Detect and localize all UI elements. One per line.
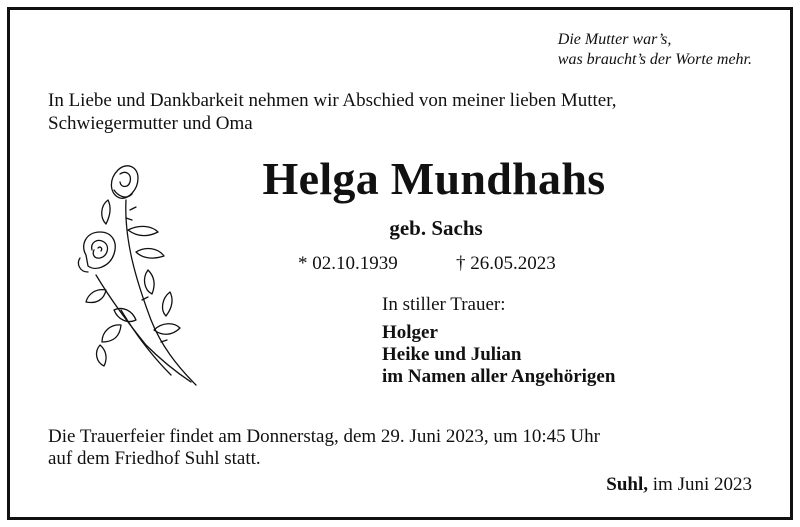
death-date: † 26.05.2023 (456, 253, 556, 274)
mourner-name: Holger (382, 322, 438, 343)
funeral-line-2: auf dem Friedhof Suhl statt. (48, 448, 261, 469)
funeral-line-1: Die Trauerfeier findet am Donnerstag, dem 29. Juni 2023, um 10:45 Uhr (48, 426, 600, 447)
motto (558, 30, 752, 70)
mourner-name: im Namen aller Angehörigen (382, 366, 616, 387)
funeral-info (48, 426, 600, 470)
intro-line-1: In Liebe und Dankbarkeit nehmen wir Abschied von meiner lieben Mutter, (48, 90, 617, 111)
mourning-heading: In stiller Trauer: (382, 294, 506, 315)
place-date (606, 474, 752, 496)
birth-date: * 02.10.1939 (298, 253, 398, 274)
maiden-name: geb. Sachs (389, 216, 483, 240)
mourner-name: Heike und Julian (382, 344, 522, 365)
intro-text (48, 89, 617, 135)
intro-line-2: Schwiegermutter und Oma (48, 113, 253, 134)
motto-line-1: Die Mutter war’s, (557, 31, 672, 48)
mourners-list (382, 322, 615, 388)
deceased-name: Helga Mundhahs (262, 153, 606, 204)
place-name: Suhl, (606, 474, 649, 495)
signoff-date: im Juni 2023 (652, 474, 752, 495)
motto-line-2: was braucht’s der Worte mehr. (557, 51, 752, 68)
